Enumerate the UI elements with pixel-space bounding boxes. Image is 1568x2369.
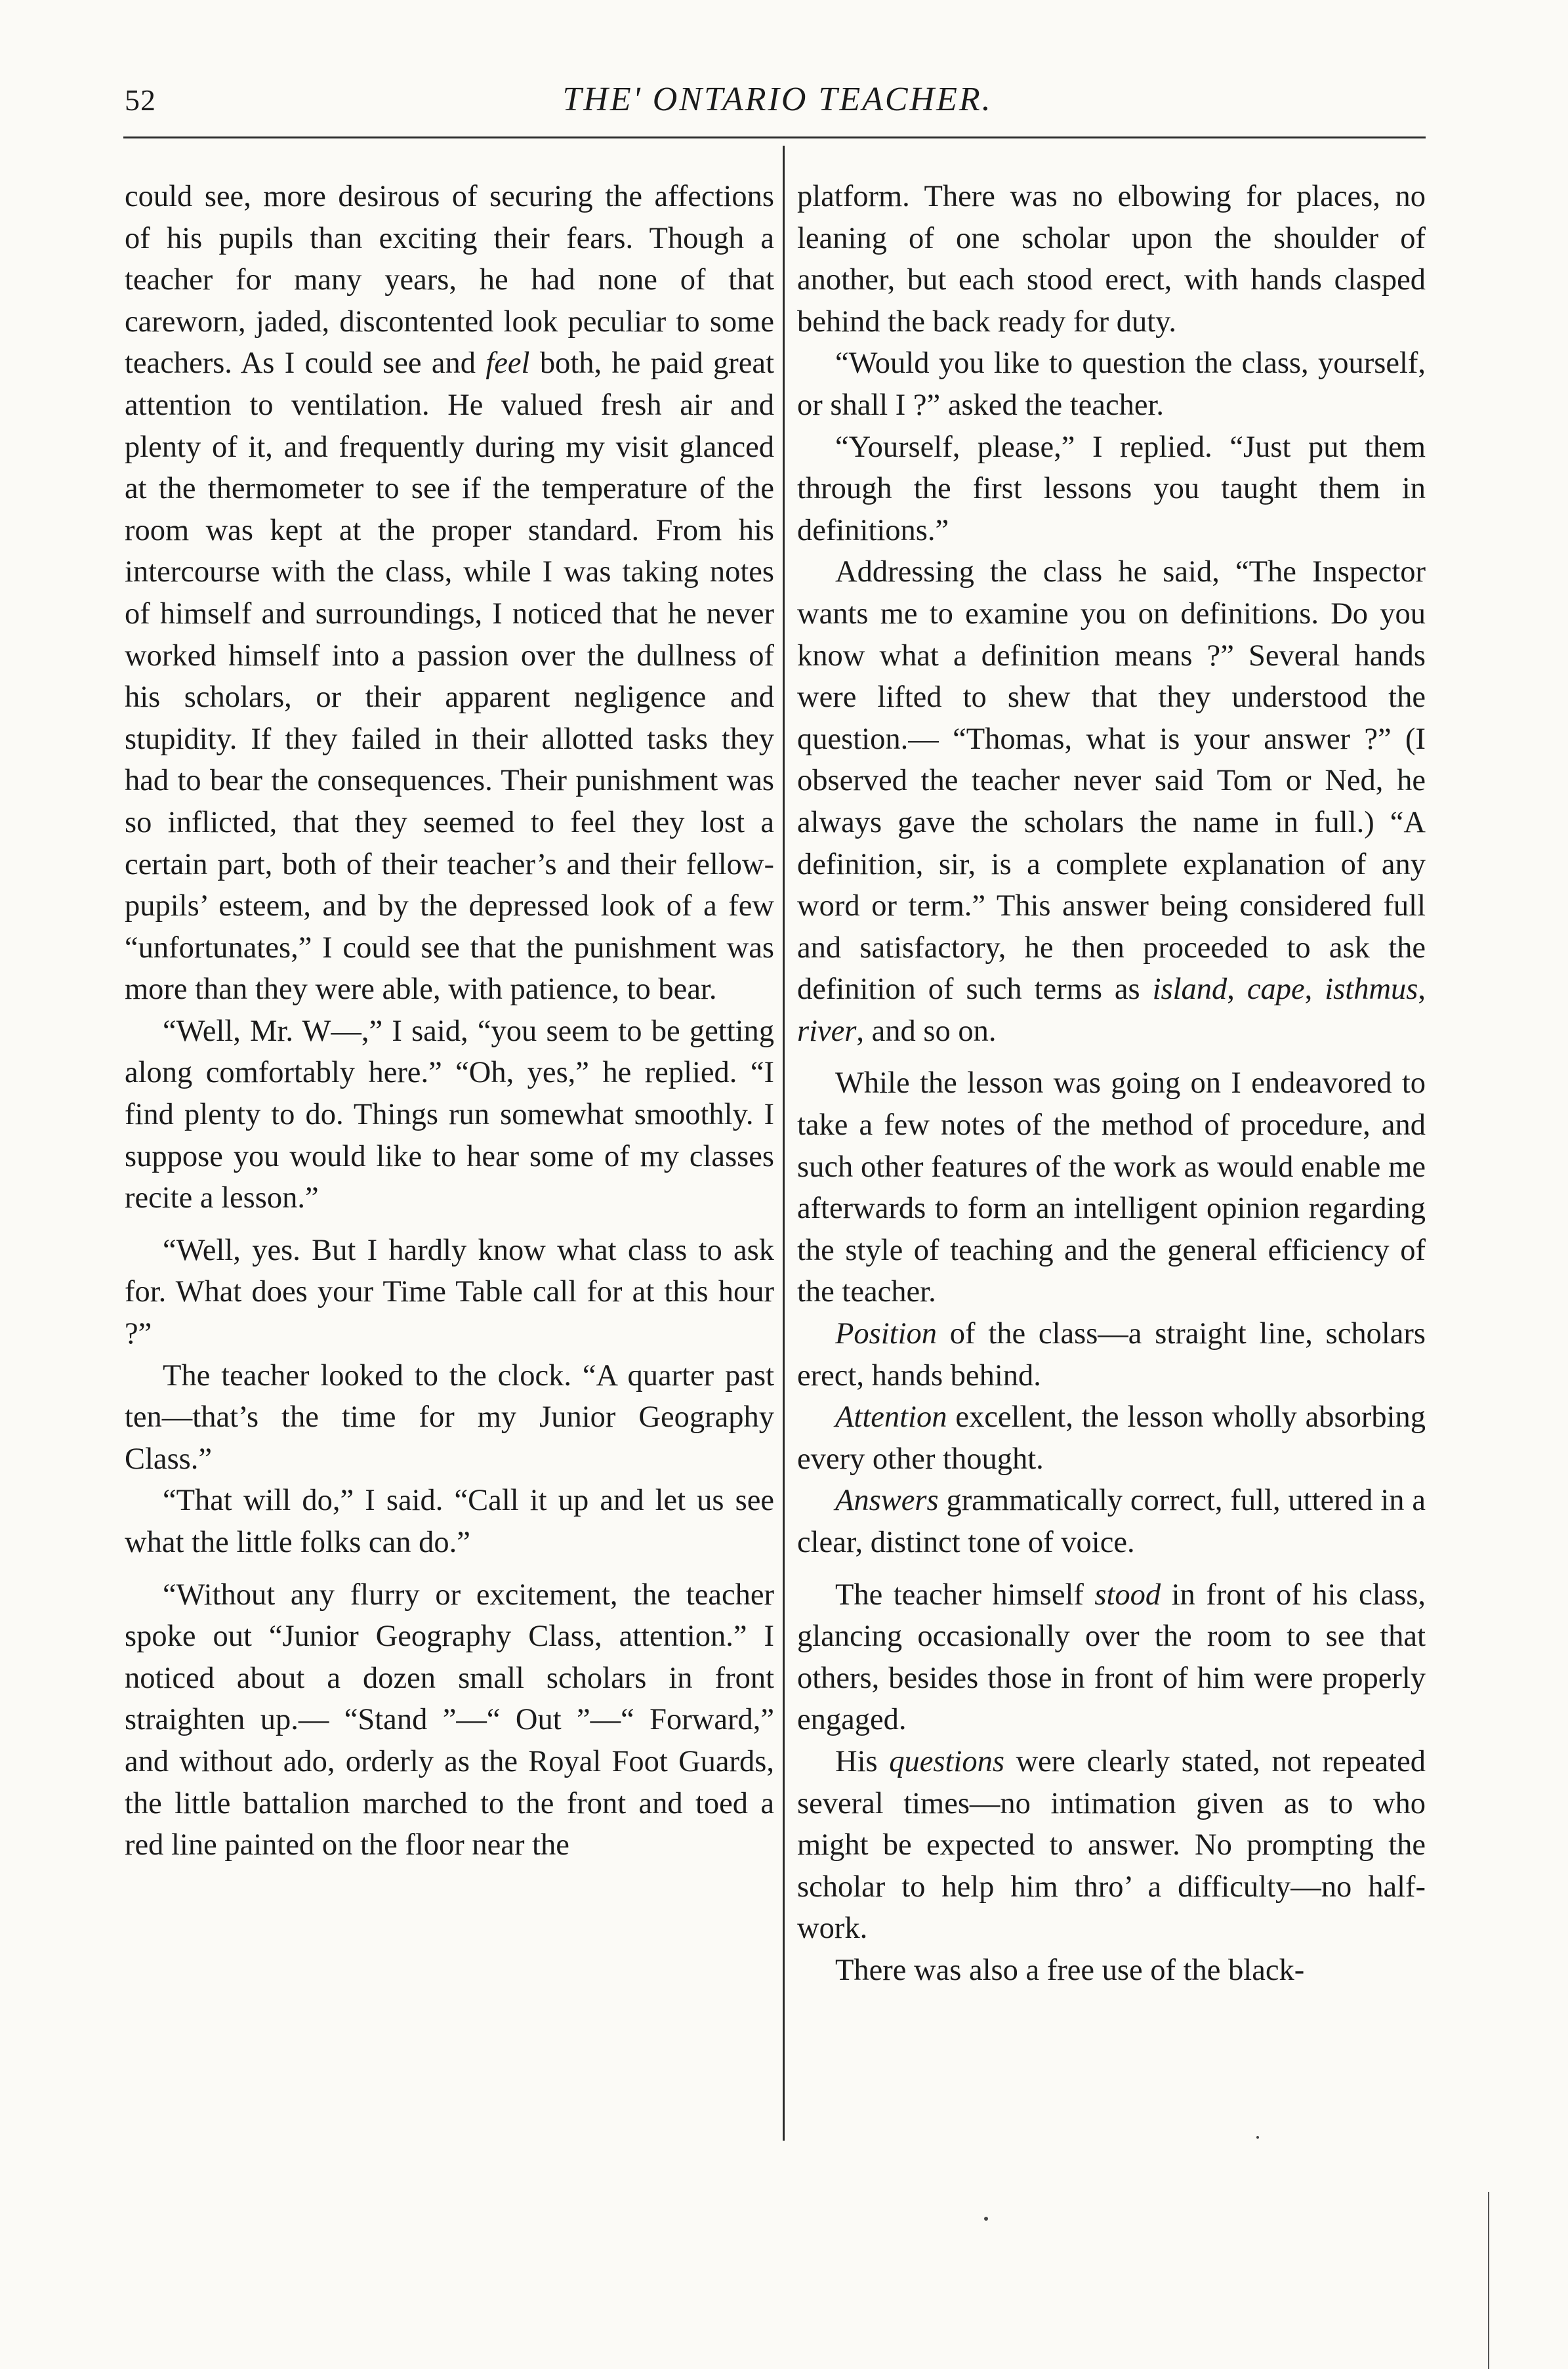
paragraph: The teacher himself stood in front of his class, glancing occasionally over the room to see that others, besides those in front of him were properly engaged. xyxy=(797,1578,1426,1737)
column-divider xyxy=(783,146,785,2141)
ink-speck xyxy=(984,2217,988,2221)
header-rule xyxy=(123,136,1426,138)
paragraph: While the lesson was going on I endeavored to take a few notes of the method of procedure, and such other features of the work as would enable me afterwards to form an intelligent opinion regarding the style of teaching and the general efficiency of the teacher. xyxy=(797,1066,1426,1309)
page-header xyxy=(0,0,1568,164)
paragraph: Answers grammatically correct, full, uttered in a clear, distinct tone of voice. xyxy=(797,1484,1426,1559)
paragraph: Addressing the class he said, “The Inspector wants me to examine you on definitions. Do you know what a definition means ?” Several hands were lifted to shew that they understood the question.— “Thomas, what is your answer ?” (I observed the teacher never said Tom or Ned, he always gave the scholars the name in full.) “A definition, sir, is a complete explanation of any word or term.” This answer being considered full and satisfactory, he then proceeded to ask the definition of such terms as island, cape, isthmus, river, and so on. xyxy=(797,555,1426,1048)
paragraph: Position of the class—a straight line, scholars erect, hands behind. xyxy=(797,1317,1426,1393)
paragraph: platform. There was no elbowing for places, no leaning of one scholar upon the shoulder of another, but each stood erect, with hands clasped behind the back ready for duty. xyxy=(797,180,1426,339)
paragraph: “Well, Mr. W—,” I said, “you seem to be getting along comfortably here.” “Oh, yes,” he replied. “I find plenty to do. Things run somewhat smoothly. I suppose you would like to hear some of my classes recite a lesson.” xyxy=(125,1014,774,1215)
left-column xyxy=(125,176,774,1866)
paragraph: could see, more desirous of securing the affections of his pupils than exciting their fears. Though a teacher for many years, he had none of that careworn, jaded, discontented look peculiar to some teachers. As I could see and feel both, he paid great attention to ventilation. He valued fresh air and plenty of it, and frequently during my visit glanced at the thermometer to see if the temperature of the room was kept at the proper standard. From his intercourse with the class, while I was taking notes of himself and surroundings, I noticed that he never worked himself into a passion over the dullness of his scholars, or their apparent negligence and stupidity. If they failed in their allotted tasks they had to bear the consequences. Their punishment was so inflicted, that they seemed to feel they lost a certain part, both of their teacher’s and their fellow-pupils’ esteem, and by the depressed look of a few “unfortunates,” I could see that the punishment was more than they were able, with patience, to bear. xyxy=(125,180,774,1007)
ink-speck xyxy=(1256,2136,1259,2139)
paragraph: Attention excellent, the lesson wholly absorbing every other thought. xyxy=(797,1400,1426,1476)
paragraph: His questions were clearly stated, not repeated several times—no intimation given as to who might be expected to answer. No prompting the scholar to help him thro’ a difficulty—no half-work. xyxy=(797,1744,1426,1946)
running-title: THE' ONTARIO TEACHER. xyxy=(562,81,993,118)
page-number: 52 xyxy=(125,83,156,117)
page-edge-mark xyxy=(1488,2192,1489,2369)
paragraph: There was also a free use of the black- xyxy=(835,1953,1305,1987)
paragraph: “That will do,” I said. “Call it up and let us see what the little folks can do.” xyxy=(125,1484,774,1559)
paragraph: The teacher looked to the clock. “A quarter past ten—that’s the time for my Junior Geography Class.” xyxy=(125,1358,774,1476)
paragraph: “Would you like to question the class, yourself, or shall I ?” asked the teacher. xyxy=(797,346,1426,422)
paragraph: “Yourself, please,” I replied. “Just put them through the first lessons you taught them in definitions.” xyxy=(797,430,1426,547)
paragraph: “Without any flurry or excitement, the teacher spoke out “Junior Geography Class, attention.” I noticed about a dozen small scholars in front straighten up.— “Stand ”—“ Out ”—“ Forward,” and without ado, orderly as the Royal Foot Guards, the little battalion marched to the front and toed a red line painted on the floor near the xyxy=(125,1578,774,1862)
right-column xyxy=(797,176,1426,1992)
paragraph: “Well, yes. But I hardly know what class to ask for. What does your Time Table call for at this hour ?” xyxy=(125,1233,774,1351)
